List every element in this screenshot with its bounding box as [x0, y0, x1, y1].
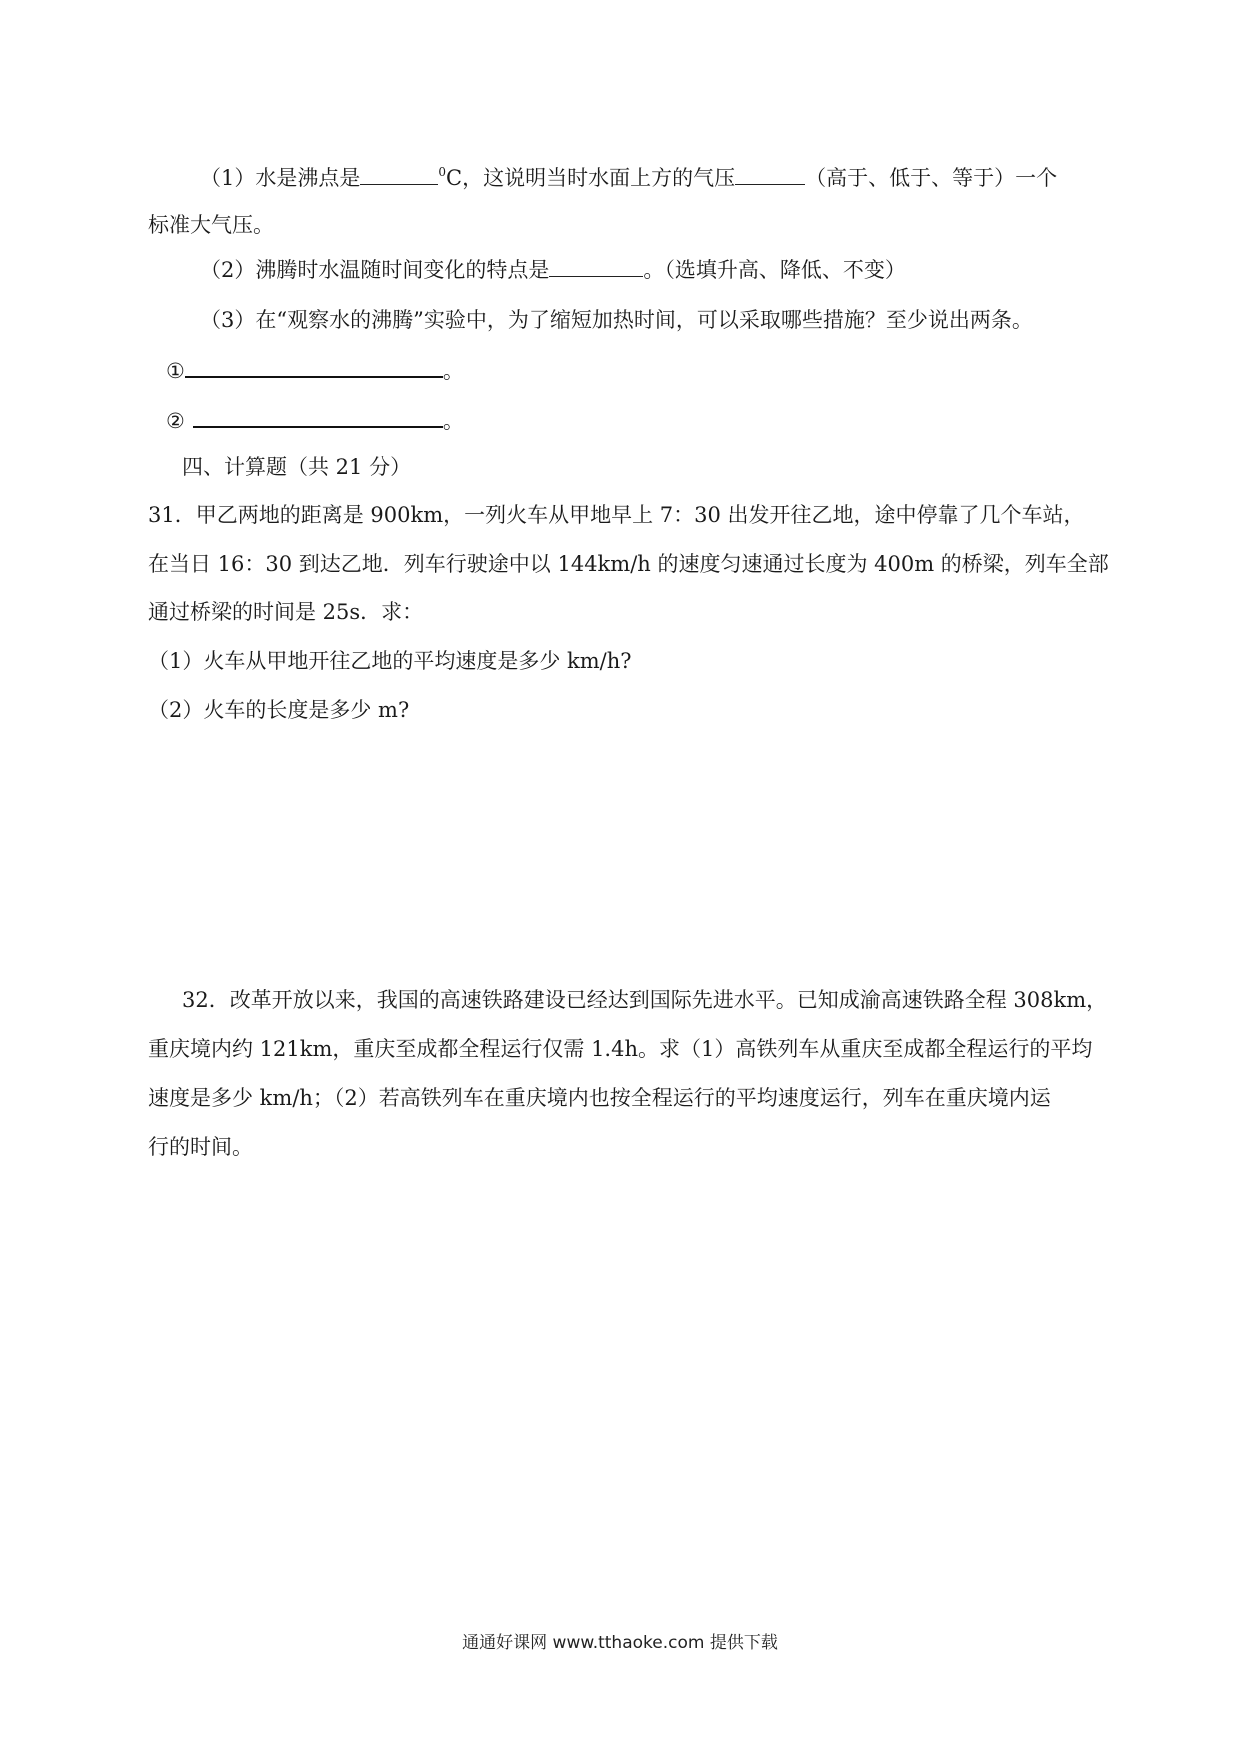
q31-line3: 通过桥梁的时间是 25s．求： — [148, 600, 424, 624]
q31-sub2: （2）火车的长度是多少 m? — [148, 698, 410, 722]
q32-line1: 32．改革开放以来，我国的高速铁路建设已经达到国际先进水平。已知成渝高速铁路全程 308km， — [182, 988, 1108, 1012]
q30-part1-line2: 标准大气压。 — [148, 213, 274, 237]
temperature-trend-blank[interactable] — [549, 256, 643, 277]
q30-part1-text-c: （高于、低于、等于）一个 — [805, 166, 1058, 190]
measure-1-blank[interactable] — [185, 354, 443, 378]
measure-2-blank[interactable] — [193, 404, 443, 428]
q32-line2: 重庆境内约 121km，重庆至成都全程运行仅需 1.4h。求（1）高铁列车从重庆至成都全程运行的平均 — [148, 1037, 1093, 1061]
q32-line3: 速度是多少 km/h；（2）若高铁列车在重庆境内也按全程运行的平均速度运行，列车在重庆境内运 — [148, 1086, 1051, 1110]
q30-part2-line — [200, 255, 906, 285]
q31-line2: 在当日 16：30 到达乙地．列车行驶途中以 144km/h 的速度匀速通过长度为 400m 的桥梁，列车全部 — [148, 552, 1109, 576]
q31-line1: 31．甲乙两地的距离是 900km，一列火车从甲地早上 7：30 出发开往乙地，途中停靠了几个车站， — [148, 503, 1085, 527]
item1-marker: ① — [166, 359, 185, 383]
degree-sup: 0 — [438, 165, 447, 179]
item2-marker: ② — [166, 409, 185, 433]
item1-end: 。 — [442, 359, 464, 383]
pressure-blank[interactable] — [735, 164, 805, 185]
q30-part2-text-a: （2）沸腾时水温随时间变化的特点是 — [200, 258, 550, 282]
q30-part1-line — [200, 157, 1057, 193]
q30-part3-line: （3）在“观察水的沸腾”实验中，为了缩短加热时间，可以采取哪些措施？至少说出两条。 — [200, 308, 1033, 332]
q30-part1-text-b: C，这说明当时水面上方的气压 — [446, 166, 736, 190]
q30-part1-text-a: （1）水是沸点是 — [200, 166, 361, 190]
answer-item-2 — [166, 404, 464, 436]
q32-line4: 行的时间。 — [148, 1135, 253, 1159]
section4-title: 四、计算题（共 21 分） — [182, 455, 412, 479]
footer-text: 通通好课网 www.tthaoke.com 提供下载 — [462, 1633, 778, 1653]
answer-item-1 — [166, 354, 464, 386]
boiling-point-blank[interactable] — [360, 164, 438, 185]
q31-sub1: （1）火车从甲地开往乙地的平均速度是多少 km/h? — [148, 649, 632, 673]
page-footer — [0, 1628, 1240, 1653]
item2-end: 。 — [442, 409, 464, 433]
q30-part2-text-b: 。（选填升高、降低、不变） — [643, 258, 906, 282]
